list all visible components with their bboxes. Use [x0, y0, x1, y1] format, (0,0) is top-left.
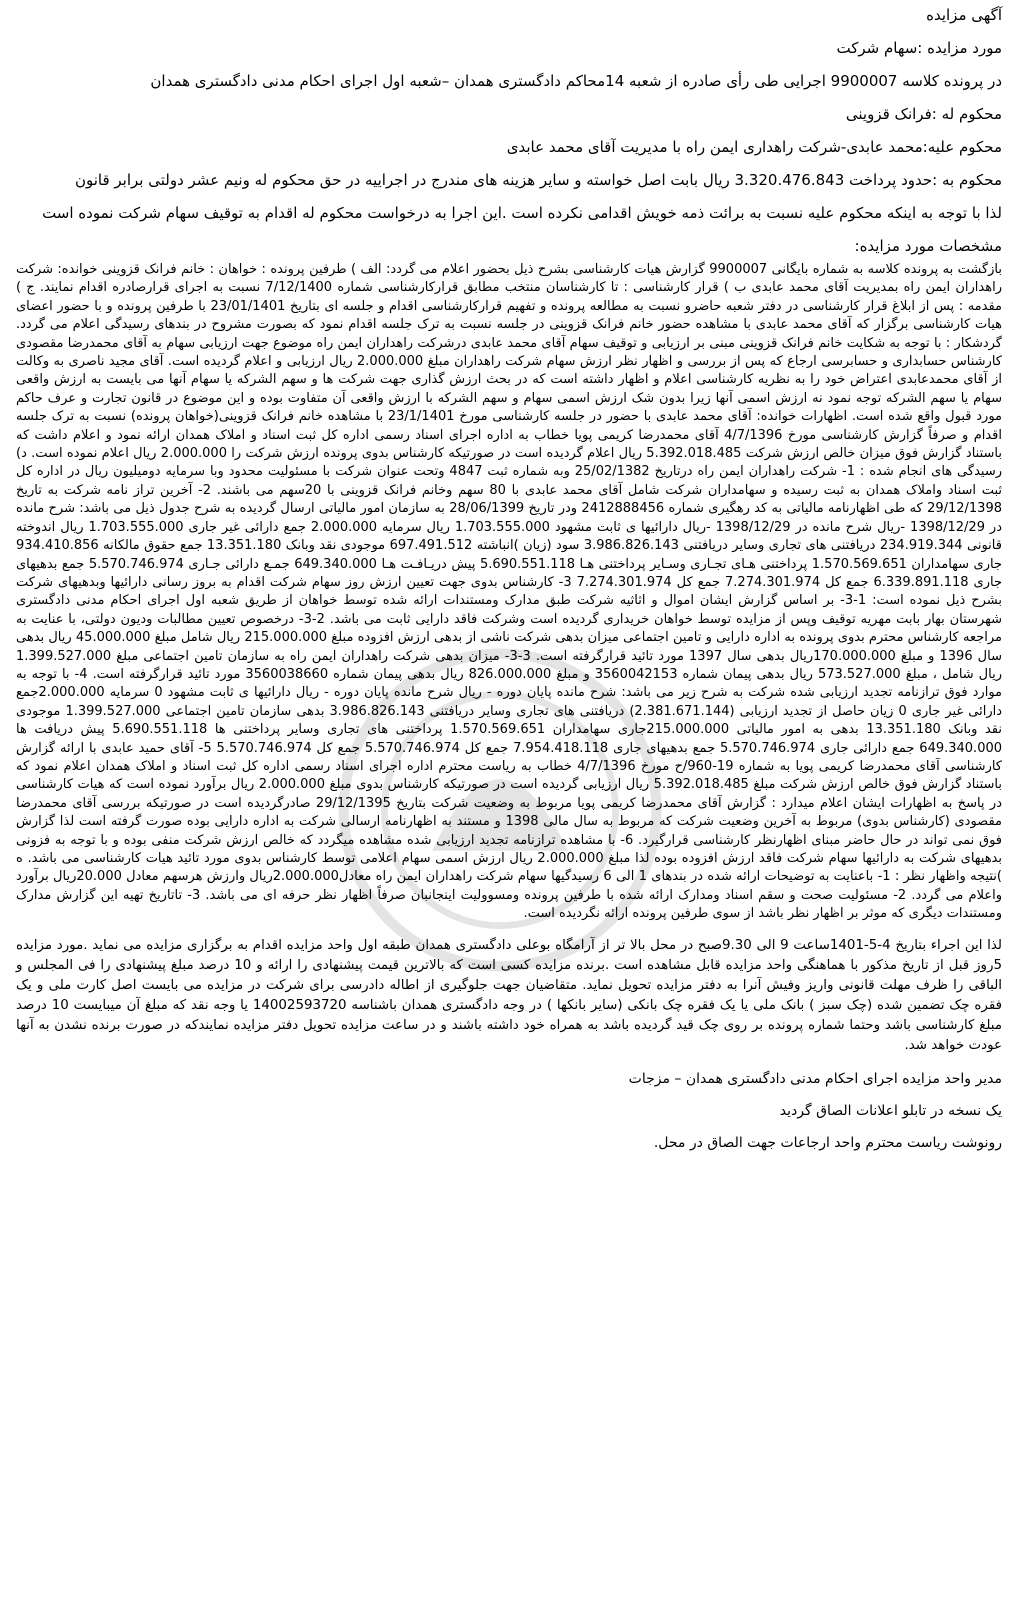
notice-title: آگهی مزایده	[926, 6, 1002, 24]
debtor-line: محکوم علیه:محمد عابدی-شرکت راهداری ایمن راه با مدیریت آقای محمد عابدی	[506, 138, 1002, 156]
distribution-note-2: رونوشت ریاست محترم واحد ارجاعات جهت الصاق در محل.	[653, 1134, 1002, 1151]
distribution-note-1: یک نسخه در تابلو اعلانات الصاق گردید	[779, 1102, 1002, 1119]
auction-terms-paragraph: لذا این اجراء بتاریخ 4-5-1401ساعت 9 الی 9.30صبح در محل بالا تر از آرامگاه بوعلی دادگستری همدان طبقه اول واحد مزایده اقدام به برگزاری مزایده می نماید .مورد مزایده 5روز قبل از تاریخ مذکور با هماهنگی واحد مزایده قابل مشاهده است .برنده مزایده کسی است که بالاترین قیمت پیشنهادی را ارائه و 10 درصد مبلغ پیشنهادی را فی المجلس و الباقی را ظرف مهلت قانونی واریز وفیش آنرا به دفتر مزایده تحویل نماید. متقاضیان جهت جلوگیری از اطاله دادرسی برای شرکت در مزایده می بایست اصل کارت ملی و یک فقره چک تضمین شده (چک سبز ) بانک ملی یا یک فقره چک بانکی (سایر بانکها ) در وجه دادگستری همدان باشناسه 14002593720 یا وجه نقد که مبلغ آن میبایست 10 درصد مبلغ کارشناسی باشد وحتما شماره پرونده بر روی چک قید گردیده باشد به همراه خود داشته باشند و در ساعت مزایده تحویل دفتر مزایده نمایندکه در صورت برنده نشدن به آنها عودت خواهد شد.	[16, 937, 1002, 1053]
creditor-line: محکوم له :فرانک قزوینی	[845, 105, 1002, 123]
judgment-line: محکوم به :حدود پرداخت 3.320.476.843 ریال بابت اصل خواسته و سایر هزینه های مندرج در اجراییه در حق محکوم له ونیم عشر دولتی برابر قانون	[74, 171, 1002, 189]
signature-line: مدیر واحد مزایده اجرای احکام مدنی دادگستری همدان – مزجات	[628, 1070, 1002, 1087]
case-reference: در پرونده کلاسه 9900007 اجرایی طی رأی صادره از شعبه 14محاکم دادگستری همدان –شعبه اول اجرای احکام مدنی دادگستری همدان	[150, 72, 1002, 90]
reason-line: لذا با توجه به اینکه محکوم علیه نسبت به برائت ذمه خویش اقدامی نکرده است .این اجرا به درخواست محکوم له اقدام به توقیف سهام شرکت نموده است	[42, 204, 1002, 222]
expert-report-paragraph: بازگشت به پرونده کلاسه به شماره بایگانی 9900007 گزارش هیات کارشناسی بشرح ذیل بحضور اعلام می گردد: الف ) طرفین پرونده : خواهان : خانم فرانک قزوینی خوانده: شرکت راهداران ایمن راه بمدیریت آقای محمد عابدی ب ) قرار کارشناسی : تا کارشناسان منتخب مطابق قرارکارشناسی شماره 7/12/1400 نسبت به اجرای قرارصادره اقدام نمایند. ج ) مقدمه : پس از ابلاغ قرار کارشناسی در دفتر شعبه حاضرو نسبت به مطالعه پرونده و تفهیم قرارکارشناسی اقدام و جلسه ای بتاریخ 23/01/1401 با طرفین پرونده و با حضور اعضای هیات کارشناسی برگزار که آقای محمد عابدی با مشاهده حضور خانم فرانک قزوینی در جلسه نسبت به ترک جلسه اقدام نمود که بصورت مشروح در بندهای رسیدگی اعلام می گردد. گردشکار : با توجه به شکایت خانم فرانک قزوینی مبنی بر ارزیابی و توقیف سهام آقای محمد عابدی درشرکت راهداران ایمن راه موضوع جهت ارزیابی سهام به آقای محمدرضا مقصودی کارشناس حسابداری و حسابرسی ارجاع که پس از بررسی و اظهار نظر ارزش سهام شرکت راهداران مبلغ 2.000.000 ریال ارزیابی و اعلام گردیده است. آقای مجید ناصری به وکالت از آقای محمدعابدی اعتراض خود را به نظریه کارشناسی اعلام و اظهار داشته است که در بحث ارزش گذاری جهت شرکت ها و سهم الشرکه یا سهام آنها می بایست به ارزش واقعی سهام یا سهم الشرکه توجه نمود نه ارزش اسمی آنها زیرا بدون شک ارزش اسمی سهام و سهم الشرکه با ارزش واقعی آن متفاوت بوده و این موضوع در قانون تجارت و عرف حاکم مورد قبول واقع شده است. اظهارات خوانده: آقای محمد عابدی با حضور در جلسه کارشناسی مورخ 23/1/1401 با مشاهده خانم فرانک قزوینی(خواهان پرونده) نسبت به ترک جلسه اقدام و صرفاً گزارش کارشناسی مورخ 4/7/1396 آقای محمدرضا کریمی پویا خطاب به اداره اجرای اسناد رسمی اداره کل ثبت اسناد و املاک همدان ارائه نمود و اعلام داشت که باستناد گزارش فوق میزان خالص ارزش شرکت 5.392.018.485 ریال اعلام گردیده است در صورتیکه کارشناس بدوی پرونده ارزش شرکت را 2.000.000 ریال اعلام نموده است. د) رسیدگی های انجام شده : 1- شرکت راهداران ایمن راه درتاریخ 25/02/1382 وبه شماره ثبت 4847 وتحت عنوان شرکت با مسئولیت محدود وبا سرمایه دومیلیون ریال در اداره کل ثبت اسناد واملاک همدان به ثبت رسیده و سهامداران شرکت شامل آقای محمد عابدی با 80 سهم وخانم فرانک قزوینی با 20سهم می باشند. 2- آخرین تراز نامه شرکت به تاریخ 29/12/1398 که طی اظهارنامه مالیاتی به کد رهگیری شماره 2412888456 ودر تاریخ 28/06/1399 به سازمان امور مالیاتی ارسال گردیده به شرح جدول ذیل می باشد: شرح مانده در 1398/12/29 -ریال شرح مانده در 1398/12/29 -ریال دارائیها ی ثابت مشهود 1.703.555.000 ریال سرمایه 2.000.000 جمع دارائی غیر جاری 1.703.555.000 ریال اندوخته قانونی 234.919.344 دریافتنی های تجاری وسایر دریافتنی 3.986.826.143 سود (زیان )انباشته 697.491.512 موجودی نقد وبانک 13.351.180 جمع حقوق مالکانه 934.410.856 جاری سهامداران 1.570.569.651 پرداختنی هـای تجـاری وسـایر پرداختنی هـا 5.690.551.118 پیش دریـافـت هـا 649.340.000 جمـع دارائی جـاری 5.570.746.974 جمع بدهیهای جاری 6.339.891.118 جمع کل 7.274.301.974 جمع کل 7.274.301.974 3- کارشناس بدوی جهت تعیین ارزش روز سهام شرکت اقدام به بروز رسانی دارائیها وبدهیهای شرکت بشرح ذیل نموده است: 1-3- بر اساس گزارش ایشان اموال و اثاثیه شرکت طبق مدارک ومستندات ارائه شده توسط خواهان از طریق شعبه اول اجرای احکام مدنی دادگستری شهرستان بهار بابت مهریه توقیف وپس از مزایده توسط خواهان خریداری گردیده است وشرکت فاقد دارایی ثابت می باشد. 2-3- درخصوص تعیین مطالبات وديون دولتی، با عنایت به مراجعه کارشناس محترم بدوی پرونده به اداره دارایی و تامین اجتماعی میزان بدهی شرکت ناشی از بدهی ارزش افزوده مبلغ 215.000.000 ریال شامل مبلغ 45.000.000 ریال بدهی سال 1396 و مبلغ 170.000.000ریال بدهی سال 1397 مورد تائید قرارگرفته است. 3-3- میزان بدهی شرکت راهداران ایمن راه به سازمان تامین اجتماعی مبلغ 1.399.527.000 ریال شامل ، مبلغ 573.527.000 ریال بدهی پیمان شماره 3560042153 و مبلغ 826.000.000 ریال بدهی پیمان شماره 3560038660 مورد تائید قرارگرفته است. 4- با توجه به موارد فوق ترازنامه تجدید ارزیابی شده شرکت به شرح زیر می باشد: شرح مانده پایان دوره - ریال شرح مانده پایان دوره - ریال دارائیها ی ثابت مشهود 0 سرمایه 2.000.000جمع دارائی غیر جاری 0 زیان حاصل از تجدید ارزیابی (2.381.671.144) دریافتنی های تجاری وسایر دریافتنی 3.986.826.143 بدهی سازمان تامین اجتماعی 1.399.527.000 موجودی نقد وبانک 13.351.180 بدهی به امور مالیاتی 215.000.000جاری سهامداران 1.570.569.651 پرداختنی های تجاری وسایر پرداختنی ها 5.690.551.118 پیش دریافت ها 649.340.000 جمع دارائی جاری 5.570.746.974 جمع بدهیهای جاری 7.954.418.118 جمع کل 5.570.746.974 جمع کل 5.570.746.974 5- آقای حمید عابدی با ارائه گزارش کارشناسی آقای محمدرضا کریمی پویا به شماره 19-960/ح مورخ 4/7/1396 خطاب به ریاست محترم اداره اجرای اسناد رسمی اداره کل ثبت اسناد و املاک همدان اعلام نمود که باستناد گزارش فوق خالص ارزش شرکت مبلغ 5.392.018.485 ریال ارزیابی گردیده است در صورتیکه کارشناس بدوی مبلغ 2.000.000 ریال برآورد نموده است که هیات کارشناسی در پاسخ به اظهارات ایشان اعلام میدارد : گزارش آقای محمدرضا کریمی پویا مربوط به وضعیت شرکت بتاریخ 29/12/1395 صادرگردیده است در صورتیکه بررسی آقای محمدرضا مقصودی (کارشناس بدوی) مربوط به آخرین وضعیت شرکت که مربوط به سال مالی 1398 و مستند به اظهارنامه ارسالی شرکت به اداره دارایی بوده صورت گرفته است لذا گزارش فوق نمی تواند در حال حاضر مبنای اظهارنظر کارشناسی قرارگیرد. 6- با مشاهده ترازنامه تجدید ارزیابی شده مشاهده میگردد که خالص ارزش شرکت منفی بوده و با توجه به فزونی بدهیهای شرکت به دارائیها سهام شرکت فاقد ارزش افزوده بوده لذا مبلغ 2.000.000 ریال ارزش اسمی سهام اعلامی توسط کارشناس بدوی مورد تائید هیات کارشناسی می باشد. ه )نتیجه واظهار نظر : 1- باعنایت به توضیحات ارائه شده در بندهای 1 الی 6 رسیدگیها سهام شرکت راهداران ایمن راه معادل2.000.000ریال وارزش هرسهم معادل 20.000ریال برآورد واعلام می گردد. 2- مسئولیت صحت و سقم اسناد ومدارک ارائه شده با طرفین پرونده ومسوولیت اینجانبان صرفاً اظهار نظر حرفه ای می باشد. 3- تاتاریخ تهیه این گزارش مدارک ومستندات دیگری که موثر بر اظهار نظر باشد از سوی طرفین پرونده ارائه نگردیده است.	[16, 262, 1003, 922]
auction-subject: مورد مزایده :سهام شرکت	[836, 39, 1002, 57]
specs-heading: مشخصات مورد مزایده:	[854, 237, 1002, 255]
